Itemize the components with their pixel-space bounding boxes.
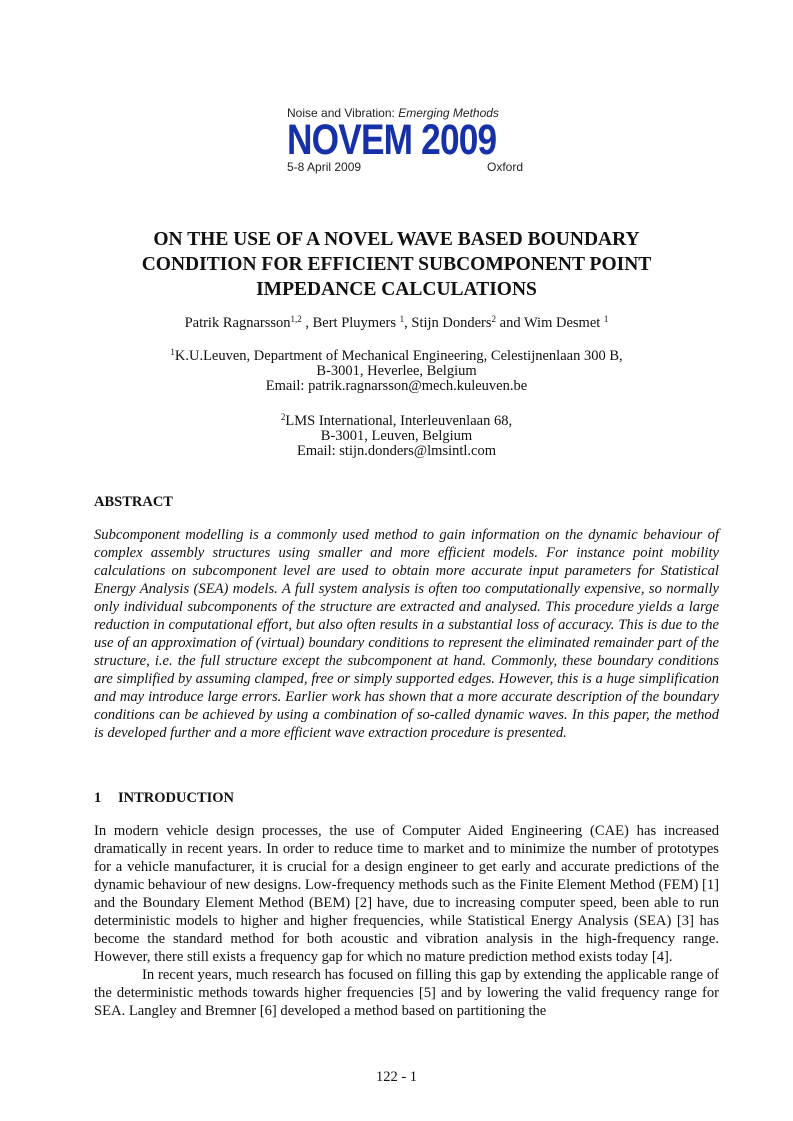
- author-list: Patrik Ragnarsson$^{1,2}$ , Bert Pluymers $^1$, Stijn Donders$^2$ and Wim Desmet $^1$: [184, 314, 609, 331]
- conference-location: Oxford: [486, 160, 523, 174]
- page-number: 122 - 1: [375, 1069, 418, 1085]
- affiliation-2: $^2$LMS International, Interleuvenlaan 68, B-3001, Leuven, Belgium Email: stijn.donders@lmsintl.com: [100, 414, 693, 459]
- conference-subtitle: Noise and Vibration: Emerging Methods: [287, 106, 499, 120]
- title-line: IMPEDANCE CALCULATIONS: [256, 279, 537, 300]
- conference-subtitle-italic: Emerging Methods: [398, 106, 499, 120]
- conference-logo-name: NOVEM 2009: [287, 116, 497, 164]
- introduction-body: [94, 822, 719, 1020]
- abstract-text: Subcomponent modelling is a commonly used method to gain information on the dynamic behaviour of complex assembly structures using smaller and more efficient models. For instance point mobility calculations on subcomponent level are used to obtain more accurate input parameters for Statistical Energy Analysis (SEA) models. A full system analysis is often too computationally expensive, so normally only individual subcomponents of the structure are extracted and analysed. This procedure yields a large reduction in computational effort, but also often results in a substantial loss of accuracy. This is due to the use of an approximation of (virtual) boundary conditions to represent the eliminated remainder part of the structure, i.e. the full structure except the subcomponent at hand. Commonly, these boundary conditions are simplified by assuming clamped, free or simply supported edges. However, this is a huge simplification and may introduce large errors. Earlier work has shown that a more accurate description of the boundary conditions can be achieved by using a combination of so-called dynamic waves. In this paper, the method is developed further and a more efficient wave extraction procedure is presented.: [94, 527, 719, 741]
- title-line: CONDITION FOR EFFICIENT SUBCOMPONENT POINT: [141, 254, 652, 275]
- affiliation-2-email: Email: stijn.donders@lmsintl.com: [296, 443, 497, 459]
- section-title: INTRODUCTION: [118, 790, 235, 806]
- affiliation-1-email: Email: patrik.ragnarsson@mech.kuleuven.be: [265, 378, 528, 394]
- conference-dates: 5-8 April 2009: [287, 160, 362, 174]
- conference-header: [287, 106, 527, 174]
- section-number: 1: [94, 790, 102, 806]
- title-line: ON THE USE OF A NOVEL WAVE BASED BOUNDARY: [153, 229, 640, 250]
- paper-title: [100, 227, 693, 302]
- introduction-heading: [94, 790, 234, 807]
- abstract-heading: ABSTRACT: [94, 494, 173, 510]
- paragraph: In modern vehicle design processes, the use of Computer Aided Engineering (CAE) has increased dramatically in recent years. In order to reduce time to market and to minimize the number of prototypes for a vehicle manufacturer, it is crucial for a design engineer to get early and accurate predictions of the dynamic behaviour of new designs. Low-frequency methods such as the Finite Element Method (FEM) [1] and the Boundary Element Method (BEM) [2] have, due to increasing computer speed, been able to run deterministic models to higher and higher frequencies, while Statistical Energy Analysis (SEA) [3] has become the standard method for both acoustic and vibration analysis in the high-frequency range. However, there still exists a frequency gap for which no mature prediction method exists today [4].: [94, 823, 719, 965]
- affiliation-1: $^1$K.U.Leuven, Department of Mechanical Engineering, Celestijnenlaan 300 B, B-3001, Heverlee, Belgium Email: patrik.ragnarsson@mech.kuleuven.be: [100, 349, 693, 394]
- paragraph: In recent years, much research has focused on filling this gap by extending the applicable range of the deterministic methods towards higher frequencies [5] and by lowering the valid frequency range for SEA. Langley and Bremner [6] developed a method based on partitioning the: [94, 967, 719, 1019]
